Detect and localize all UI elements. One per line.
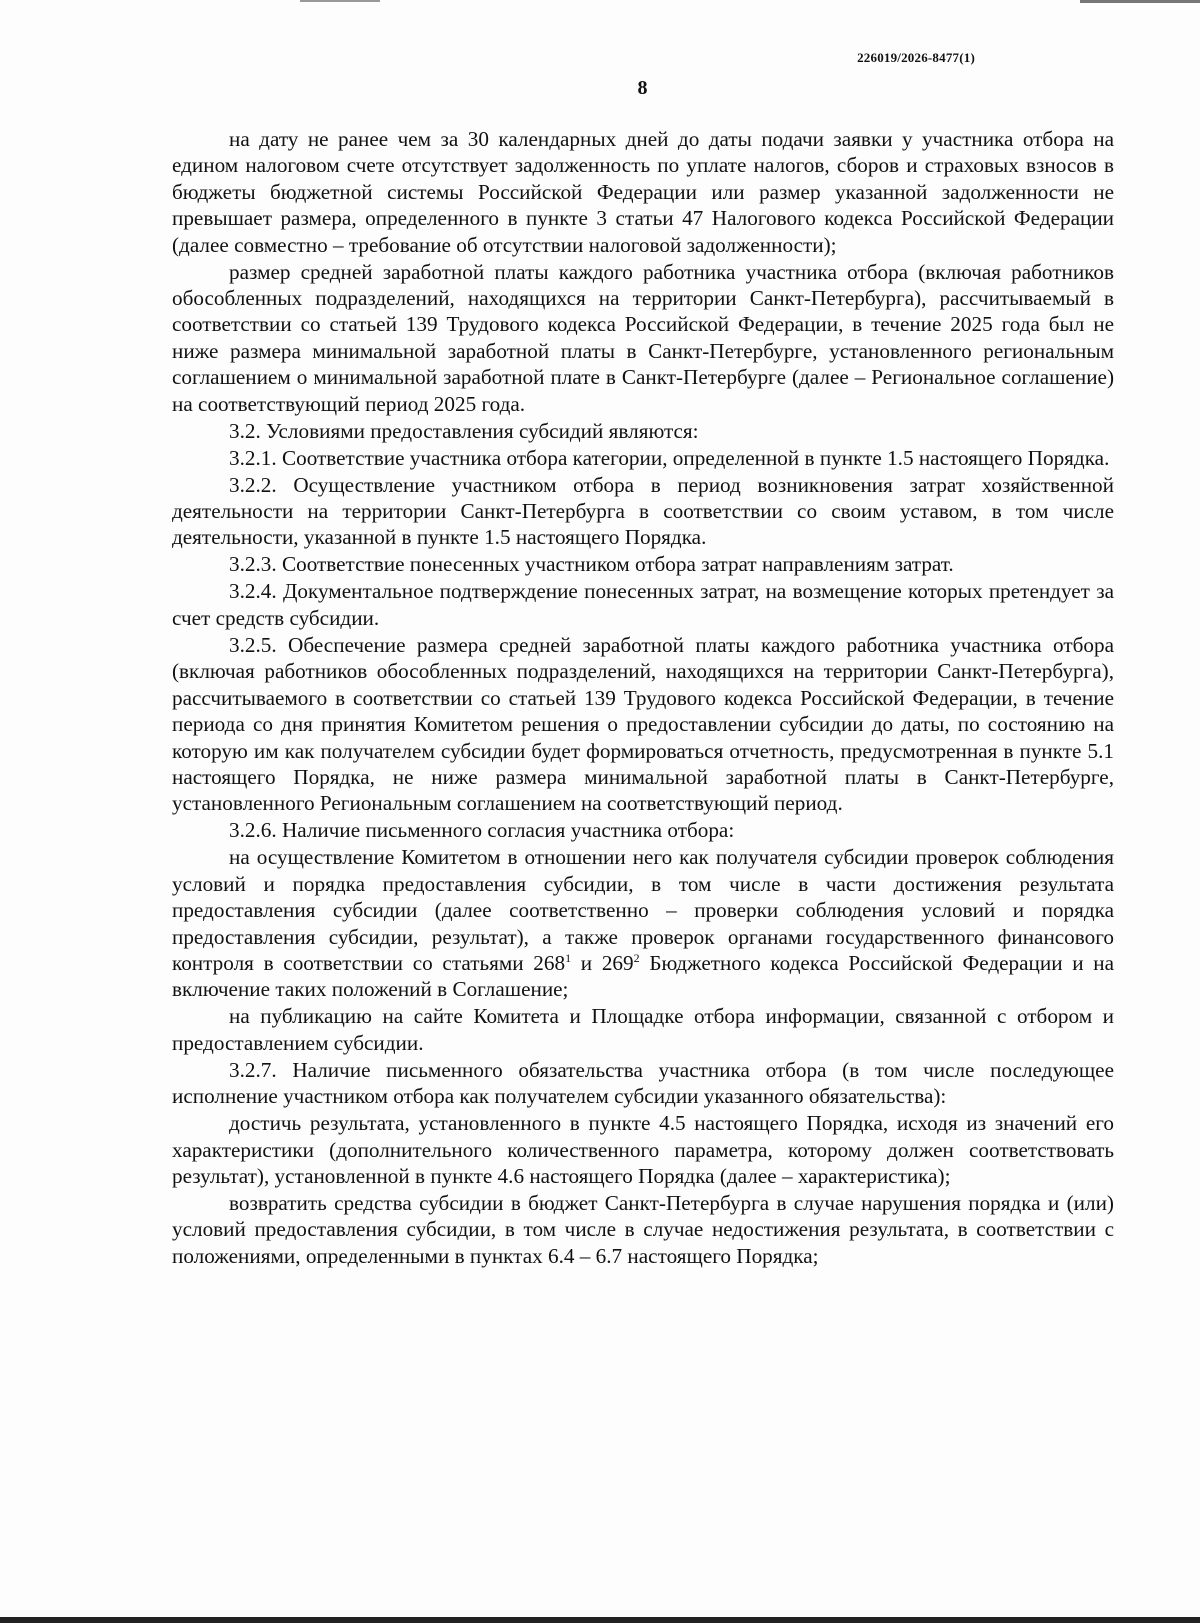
- consent-text-part2: и 269: [571, 950, 634, 975]
- page-number: 8: [637, 77, 648, 99]
- paragraph-3-2: 3.2. Условиями предоставления субсидий являются:: [229, 418, 699, 443]
- document-number: 226019/2026-8477(1): [857, 50, 975, 65]
- paragraph-consent-publication: на публикацию на сайте Комитета и Площадке отбора информации, связанной с отбором и предоставлением субсидии.: [172, 1004, 1114, 1055]
- paragraph-average-salary: размер средней заработной платы каждого работника участника отбора (включая работников обособленных подразделений, находящихся на территории Санкт-Петербурга), рассчитываемый в соответствии со статьей 139 Трудового кодекса Российской Федерации, в течение 2025 года был не ниже размера минимальной заработной платы в Санкт-Петербурге, установленного региональным соглашением о минимальной заработной плате в Санкт-Петербурге (далее – Региональное соглашение) на соответствующий период 2025 года.: [172, 259, 1114, 416]
- superscript-1: 1: [565, 950, 572, 965]
- consent-text-part3: Бюджетного кодекса Российской Федерации и на включение таких положений в Соглашение;: [172, 950, 1115, 1002]
- paragraph-return-funds: возвратить средства субсидии в бюджет Санкт-Петербурга в случае нарушения порядка и (или) условий предоставления субсидии, в том числе в случае недостижения результата, в соответствии с положениями, определенными в пунктах 6.4 – 6.7 настоящего Порядка;: [172, 1190, 1114, 1268]
- paragraph-achieve-result: достичь результата, установленного в пункте 4.5 настоящего Порядка, исходя из значений его характеристики (дополнительного количественного параметра, которому должен соответствовать результат), установленной в пункте 4.6 настоящего Порядка (далее – характеристика);: [172, 1111, 1114, 1188]
- scan-edge-bottom: [0, 1617, 1200, 1623]
- paragraph-tax-debt: на дату не ранее чем за 30 календарных дней до даты подачи заявки у участника отбора на едином налоговом счете отсутствует задолженность по уплате налогов, сборов и страховых взносов в бюджеты бюджетной системы Российской Федерации или размер указанной задолженности не превышает размера, определенного в пункте 3 статьи 47 Налогового кодекса Российской Федерации (далее совместно – требование об отсутствии налоговой задолженности);: [172, 127, 1114, 257]
- paragraph-3-2-2: 3.2.2. Осуществление участником отбора в период возникновения затрат хозяйственной деятельности на территории Санкт-Петербурга в соответствии со своим уставом, в том числе деятельности, указанной в пункте 1.5 настоящего Порядка.: [172, 472, 1114, 550]
- paragraph-3-2-7: 3.2.7. Наличие письменного обязательства участника отбора (в том числе последующее исполнение участником отбора как получателем субсидии указанного обязательства):: [172, 1057, 1114, 1109]
- paragraph-3-2-4: 3.2.4. Документальное подтверждение понесенных затрат, на возмещение которых претендует за счет средств субсидии.: [172, 579, 1114, 630]
- paragraph-3-2-6: 3.2.6. Наличие письменного согласия участника отбора:: [229, 818, 735, 843]
- paragraph-3-2-1: 3.2.1. Соответствие участника отбора категории, определенной в пункте 1.5 настоящего Порядка.: [229, 445, 1110, 470]
- scan-edge-mark: [300, 0, 380, 2]
- scan-edge-top: [1080, 0, 1200, 3]
- paragraph-3-2-5: 3.2.5. Обеспечение размера средней заработной платы каждого работника участника отбора (включая работников обособленных подразделений, находящихся на территории Санкт-Петербурга), рассчитываемого в соответствии со статьей 139 Трудового кодекса Российской Федерации, в течение периода со дня принятия Комитетом решения о предоставлении субсидии до даты, по состоянию на которую им как получателем субсидии будет формироваться отчетность, предусмотренная в пункте 5.1 настоящего Порядка, не ниже размера минимальной заработной платы в Санкт-Петербурге, установленного Региональным соглашением на соответствующий период.: [172, 632, 1114, 816]
- paragraph-3-2-3: 3.2.3. Соответствие понесенных участником отбора затрат направлениям затрат.: [229, 552, 954, 577]
- consent-text-part1: на осуществление Комитетом в отношении него как получателя субсидии проверок соблюдения условий и порядка предоставления субсидии, в том числе в части достижения результата предоставления субсидии (далее соответственно – проверки соблюдения условий и порядка предоставления субсидии, результат), а также проверок органами государственного финансового контроля в соответствии со статьями 268: [172, 845, 1114, 975]
- paragraph-consent-inspections: [172, 844, 1114, 1002]
- superscript-2: 2: [633, 950, 640, 965]
- document-body: [172, 126, 1114, 1270]
